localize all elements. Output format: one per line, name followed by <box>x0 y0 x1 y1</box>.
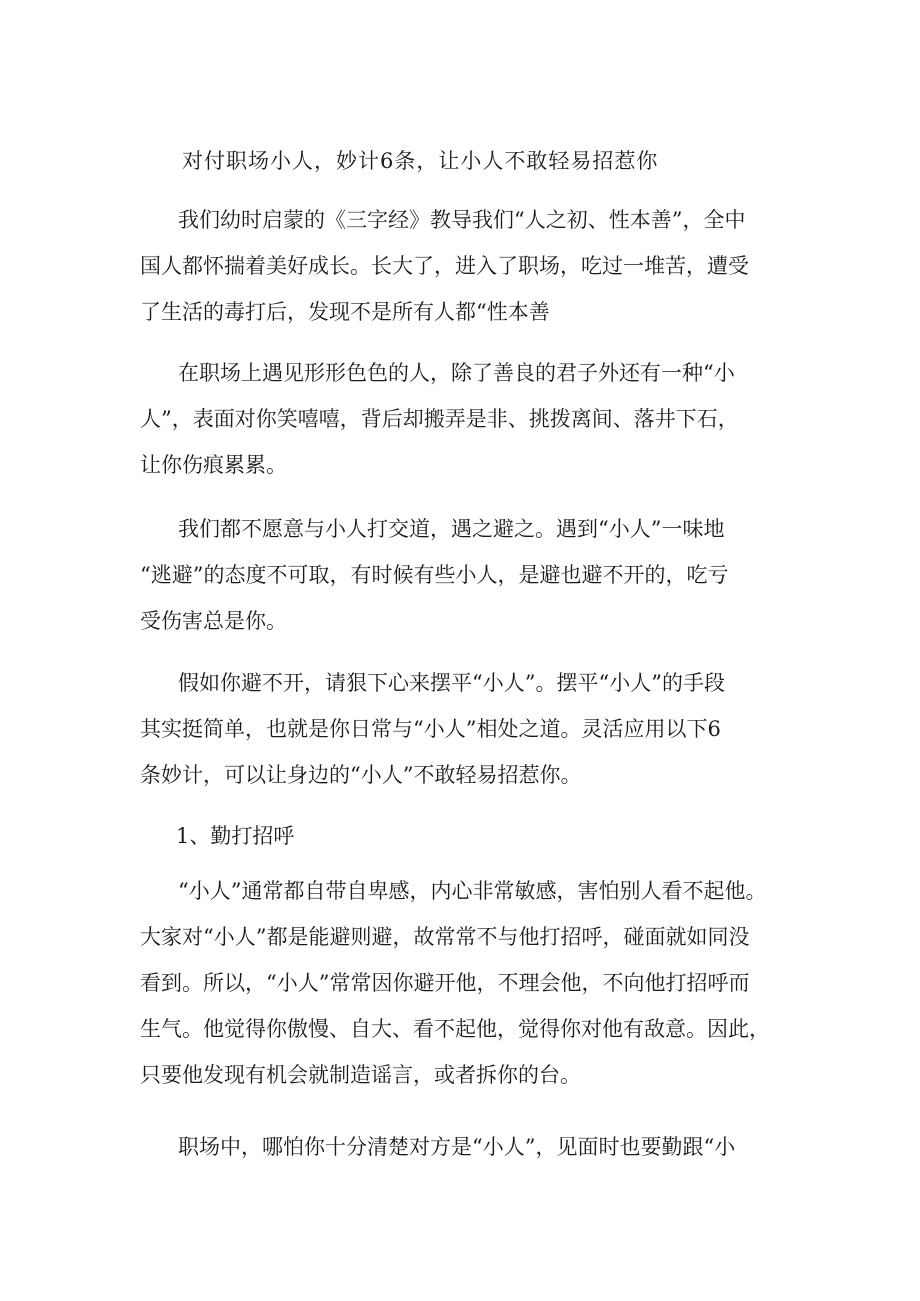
paragraph-line: 其实挺简单，也就是你日常与“小人”相处之道。灵活应用以下6 <box>140 717 721 741</box>
paragraph-line: 国人都怀揣着美好成长。长大了，进入了职场，吃过一堆苦，遭受 <box>140 254 749 278</box>
paragraph-line: “小人”通常都自带自卑感，内心非常敏感，害怕别人看不起他。 <box>178 879 767 903</box>
paragraph-line: 人”，表面对你笑嘻嘻，背后却搬弄是非、挑拨离间、落井下石， <box>140 407 739 431</box>
paragraph-line: 生气。他觉得你傲慢、自大、看不起他，觉得你对他有敌意。因此， <box>140 1017 770 1041</box>
section-heading: 1、勤打招呼 <box>176 824 295 848</box>
paragraph-line: 我们幼时启蒙的《三字经》教导我们“人之初、性本善”，全中 <box>178 208 746 232</box>
paragraph-3 <box>140 506 800 644</box>
paragraph-line: 让你伤痕累累。 <box>140 453 287 477</box>
section-paragraph-2 <box>140 1124 800 1170</box>
paragraph-line: 了生活的毒打后，发现不是所有人都“性本善 <box>140 300 550 324</box>
document-title: 对付职场小人，妙计6条，让小人不敢轻易招惹你 <box>182 149 659 173</box>
paragraph-line: 看到。所以，“小人”常常因你避开他，不理会他，不向他打招呼而 <box>140 971 750 995</box>
paragraph-2 <box>140 350 800 488</box>
paragraph-line: 受伤害总是你。 <box>140 609 287 633</box>
paragraph-line: 我们都不愿意与小人打交道，遇之避之。遇到“小人”一味地 <box>178 517 725 541</box>
paragraph-1 <box>140 197 800 335</box>
paragraph-line: 只要他发现有机会就制造谣言，或者拆你的台。 <box>140 1063 581 1087</box>
paragraph-line: 条妙计，可以让身边的“小人”不敢轻易招惹你。 <box>140 763 582 787</box>
paragraph-line: 在职场上遇见形形色色的人，除了善良的君子外还有一种“小 <box>178 361 735 385</box>
paragraph-line: 职场中，哪怕你十分清楚对方是“小人”，见面时也要勤跟“小 <box>178 1135 736 1159</box>
paragraph-line: 大家对“小人”都是能避则避，故常常不与他打招呼，碰面就如同没 <box>140 925 750 949</box>
paragraph-4 <box>140 660 800 798</box>
paragraph-line: 假如你避不开，请狠下心来摆平“小人”。摆平“小人”的手段 <box>178 671 725 695</box>
section-paragraph-1 <box>140 868 800 1098</box>
paragraph-line: “逃避”的态度不可取，有时候有些小人，是避也避不开的，吃亏 <box>140 563 729 587</box>
